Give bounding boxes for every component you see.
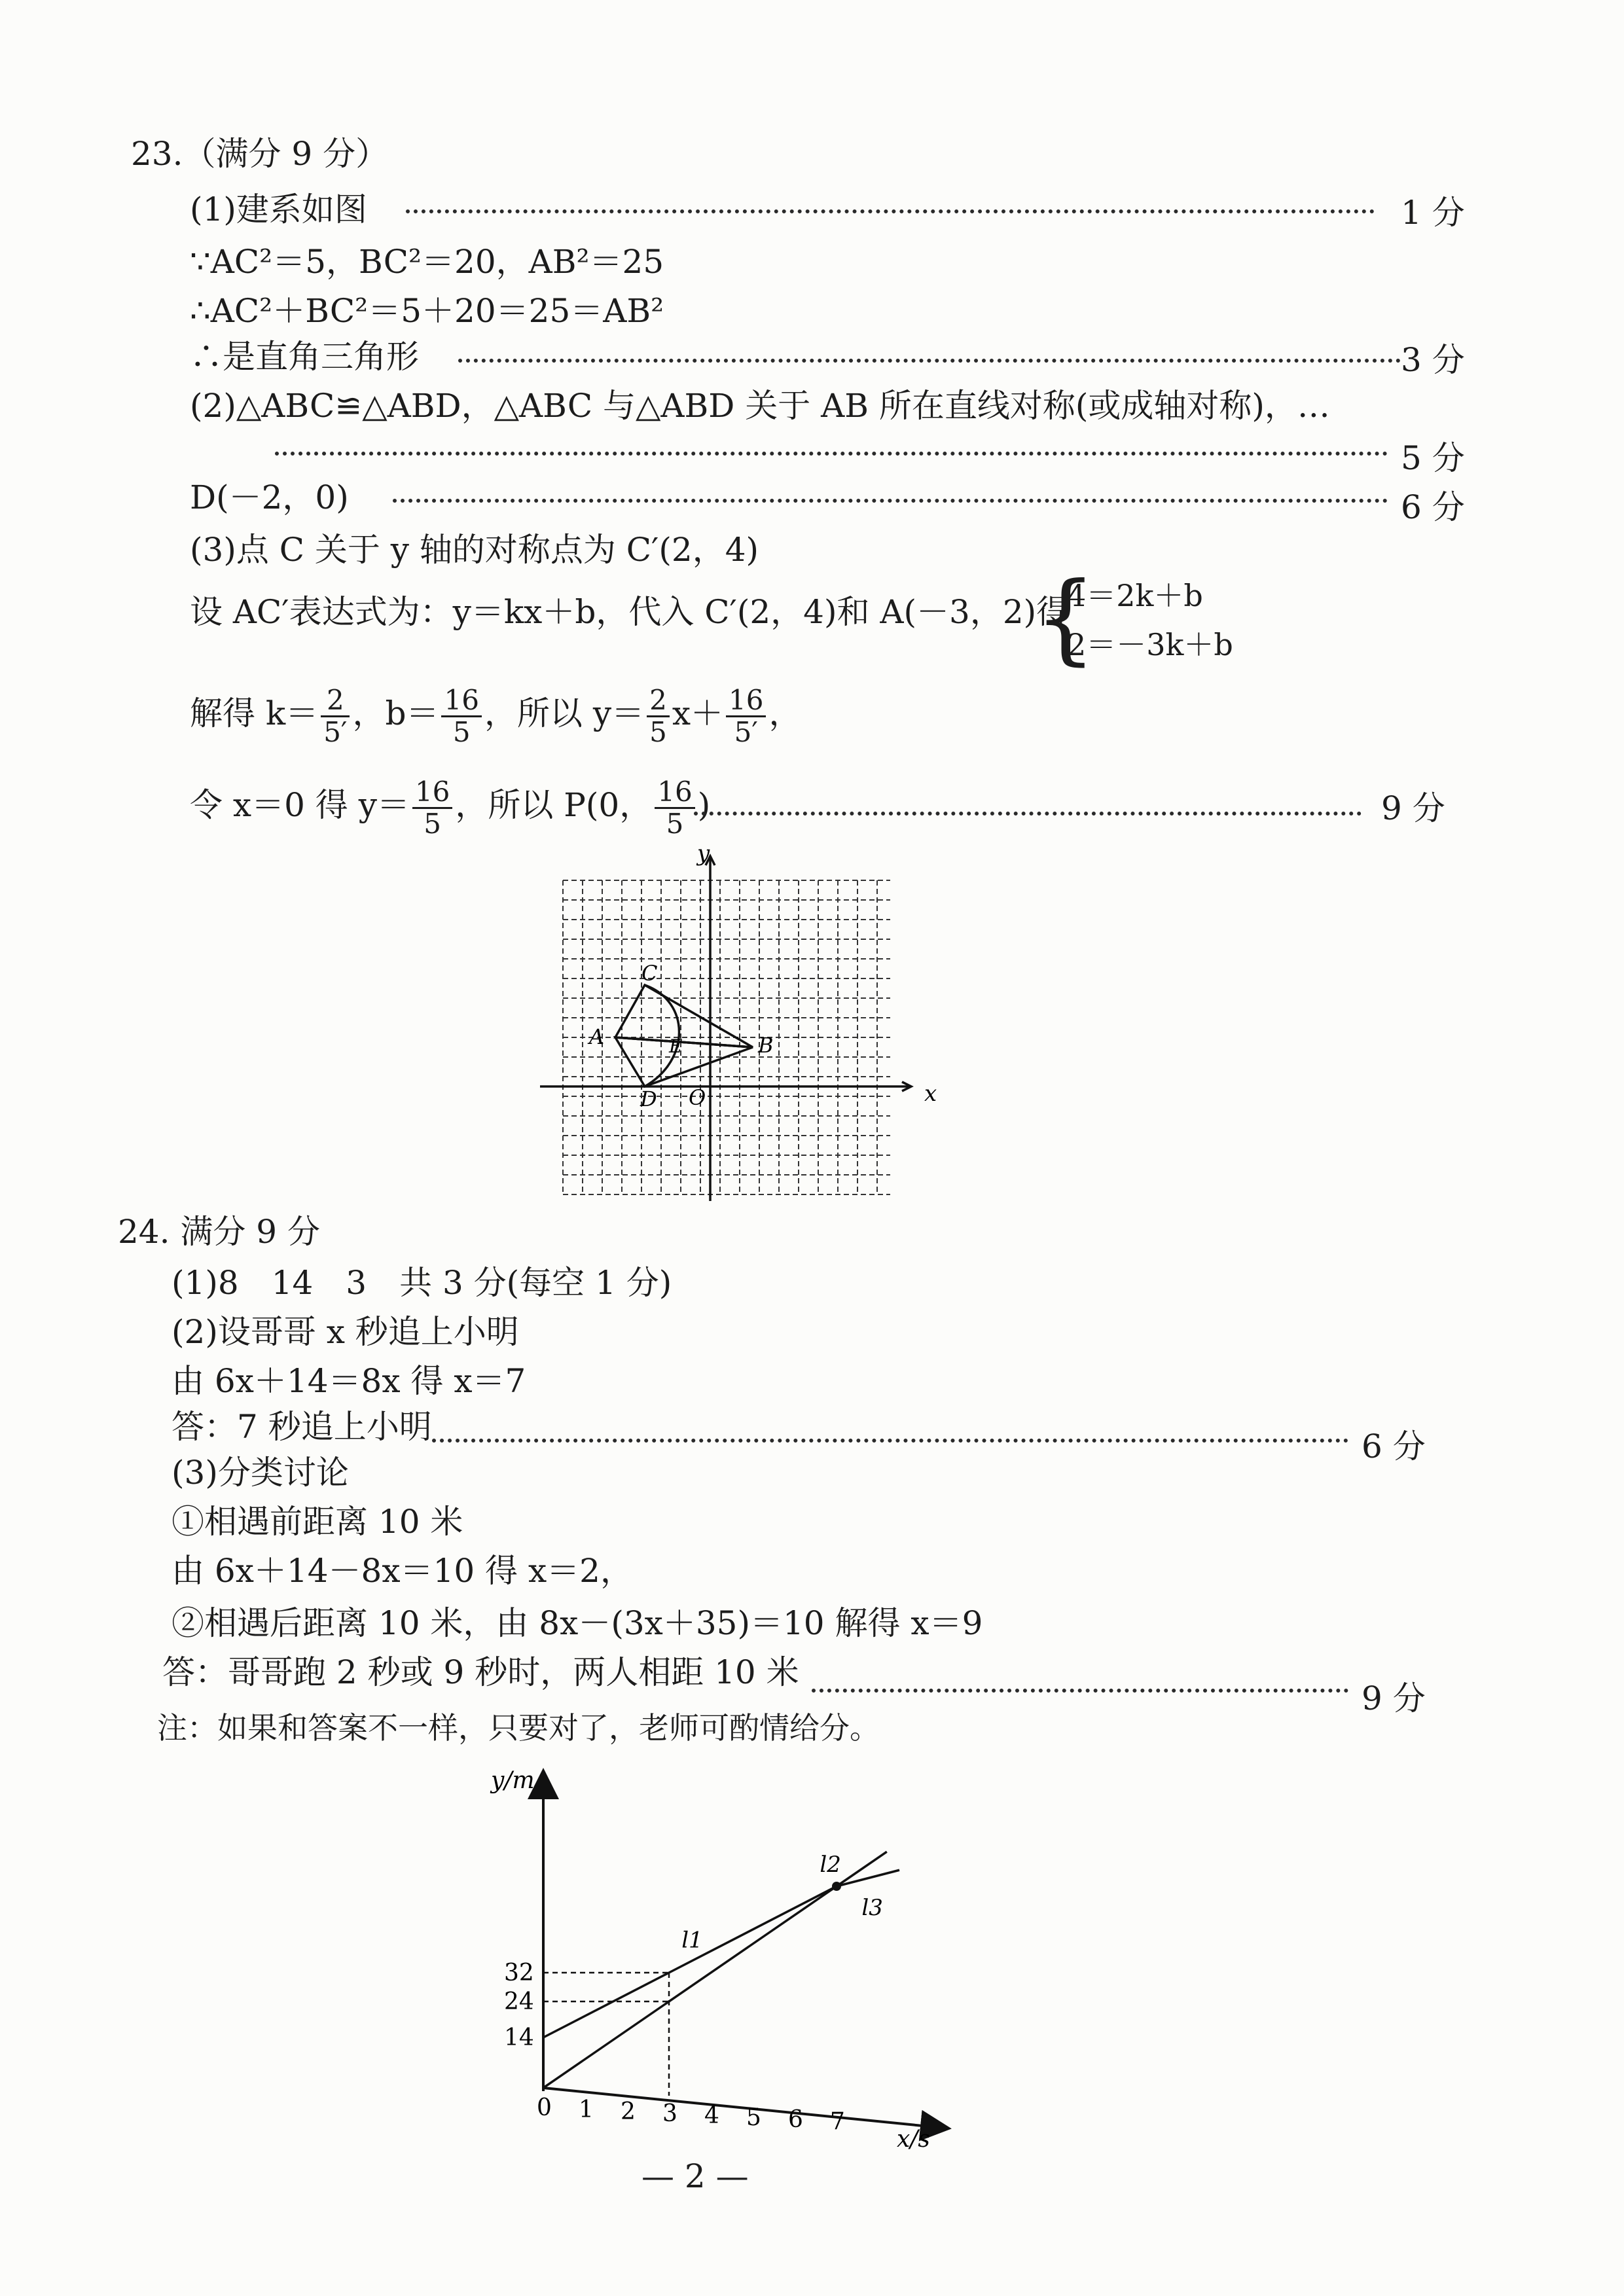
leader-dots [275, 452, 1388, 456]
b-num: 16 [441, 685, 481, 717]
q23-eq2: 2＝－3k＋b [1067, 627, 1233, 662]
q24-answer1-score: 6 分 [1362, 1427, 1426, 1465]
q23-part2-score: 5 分 [1401, 439, 1465, 477]
y-axis-label: y/m [491, 1767, 535, 1794]
q24-distance-time-chart [484, 1754, 982, 2153]
q24-note: 注：如果和答案不一样，只要对了，老师可酌情给分。 [157, 1710, 880, 1746]
equation-brace: { [1034, 562, 1097, 675]
q23-part2-text: (2)△ABC≌△ABD，△ABC 与△ABD 关于 AB 所在直线对称(或成轴对称)，… [190, 387, 1330, 425]
origin-label: O [689, 1085, 706, 1110]
q23-part1-score: 1 分 [1401, 194, 1465, 232]
x-tick-label-6: 6 [788, 2106, 803, 2133]
q23-d-score: 6 分 [1401, 488, 1465, 526]
q24-answer2: 答：哥哥跑 2 秒或 9 秒时，两人相距 10 米 [162, 1653, 799, 1691]
intercept-num: 16 [726, 685, 766, 717]
x-tick-label-5: 5 [746, 2104, 761, 2131]
q23-eq1: 4＝2k＋b [1067, 578, 1203, 613]
leader-dots [432, 1439, 1348, 1443]
solve-so: ，所以 y＝ [484, 694, 645, 732]
x-tick-label-1: 1 [579, 2096, 594, 2123]
b-fraction [441, 685, 481, 747]
q23-setup: 设 AC′表达式为：y＝kx＋b，代入 C′(2，4)和 A(－3，2)得 [190, 593, 1070, 631]
series-label-l1: l1 [681, 1927, 703, 1954]
series-label-l3: l3 [861, 1895, 883, 1921]
q23-d-point: D(－2，0) [190, 478, 349, 516]
py-fraction [412, 777, 452, 839]
point-b-label: B [758, 1033, 774, 1058]
q23-final-score: 9 分 [1381, 789, 1445, 827]
x-axis-label: x [924, 1081, 937, 1107]
p-num: 16 [655, 777, 695, 809]
page-number: — 2 — [641, 2157, 749, 2195]
k-den: 5′ [323, 715, 348, 748]
x-tick-label-7: 7 [830, 2108, 845, 2135]
leader-dots [458, 359, 1401, 363]
series-label-l2: l2 [820, 1852, 841, 1878]
y-tick-label-24: 24 [504, 1988, 534, 2015]
let-prefix: 令 x＝0 得 y＝ [190, 786, 410, 824]
leader-dots [393, 499, 1388, 503]
leader-dots [694, 812, 1362, 816]
solve-end: ， [768, 694, 802, 732]
solve-b: ，b＝ [352, 694, 439, 732]
p-den: 5 [666, 807, 684, 840]
q23-part1-label: (1)建系如图 [190, 190, 367, 228]
py-num: 16 [412, 777, 452, 809]
leader-dots [812, 1689, 1348, 1693]
series-line-l3 [837, 1870, 899, 1886]
q24-case1: ①相遇前距离 10 米 [171, 1503, 463, 1541]
q24-header: 24. 满分 9 分 [118, 1213, 321, 1251]
point-d-label: D [640, 1086, 657, 1111]
k-num: 2 [321, 685, 350, 717]
leader-dots [406, 209, 1375, 213]
grid-lines [563, 880, 890, 1194]
k-fraction [321, 685, 350, 747]
q24-part3: (3)分类讨论 [171, 1454, 349, 1492]
point-e-label: E [669, 1035, 683, 1057]
slope-den: 5 [649, 715, 667, 748]
series-line-l1 [543, 1886, 837, 2037]
q23-sum-line: ∴AC²＋BC²＝5＋20＝25＝AB² [190, 292, 664, 330]
q23-let-line [190, 769, 710, 841]
solve-prefix: 解得 k＝ [190, 694, 319, 732]
triangles [615, 985, 753, 1086]
q23-part3-text: (3)点 C 关于 y 轴的对称点为 C′(2，4) [190, 531, 759, 569]
q24-case1-equation: 由 6x＋14－8x＝10 得 x＝2， [171, 1552, 633, 1590]
q24-equation: 由 6x＋14＝8x 得 x＝7 [171, 1362, 526, 1400]
x-tick-label-0: 0 [537, 2094, 552, 2121]
b-den: 5 [452, 715, 471, 748]
x-tick-label-4: 4 [704, 2102, 719, 2129]
intersection-point [832, 1882, 841, 1891]
q24-case2: ②相遇后距离 10 米，由 8x－(3x＋35)＝10 解得 x＝9 [171, 1604, 983, 1642]
let-end: ) [697, 786, 711, 824]
intercept-den: 5′ [734, 715, 758, 748]
x-tick-label-2: 2 [621, 2098, 636, 2125]
q23-header: 23.（满分 9 分） [131, 135, 389, 173]
y-axis-label: y [697, 844, 710, 867]
x-axis-label: x/s [897, 2126, 930, 2153]
q23-conclusion-score: 3 分 [1401, 341, 1465, 379]
y-tick-label-32: 32 [504, 1960, 534, 1986]
x-tick-label-3: 3 [662, 2100, 677, 2127]
y-tick-label-14: 14 [504, 2024, 534, 2051]
solve-x: x＋ [672, 694, 724, 732]
q23-conclusion: ∴是直角三角形 [190, 338, 419, 376]
point-c-label: C [641, 961, 658, 986]
q24-part2: (2)设哥哥 x 秒追上小明 [171, 1313, 519, 1351]
py-den: 5 [424, 807, 442, 840]
let-mid: ，所以 P(0， [455, 786, 653, 824]
q24-part1: (1)8 14 3 共 3 分(每空 1 分) [171, 1264, 672, 1302]
q24-answer2-score: 9 分 [1362, 1679, 1426, 1717]
point-a-label: A [589, 1024, 605, 1049]
q23-given-line: ∵AC²＝5，BC²＝20，AB²＝25 [190, 243, 664, 281]
slope-num: 2 [647, 685, 670, 717]
x-axis [543, 2088, 936, 2127]
slope-fraction [647, 685, 670, 747]
q23-solve-line [190, 677, 801, 749]
q23-grid-figure [524, 844, 982, 1211]
p-fraction [655, 777, 695, 839]
q24-answer1: 答：7 秒追上小明 [171, 1408, 432, 1446]
intercept-fraction [726, 685, 766, 747]
